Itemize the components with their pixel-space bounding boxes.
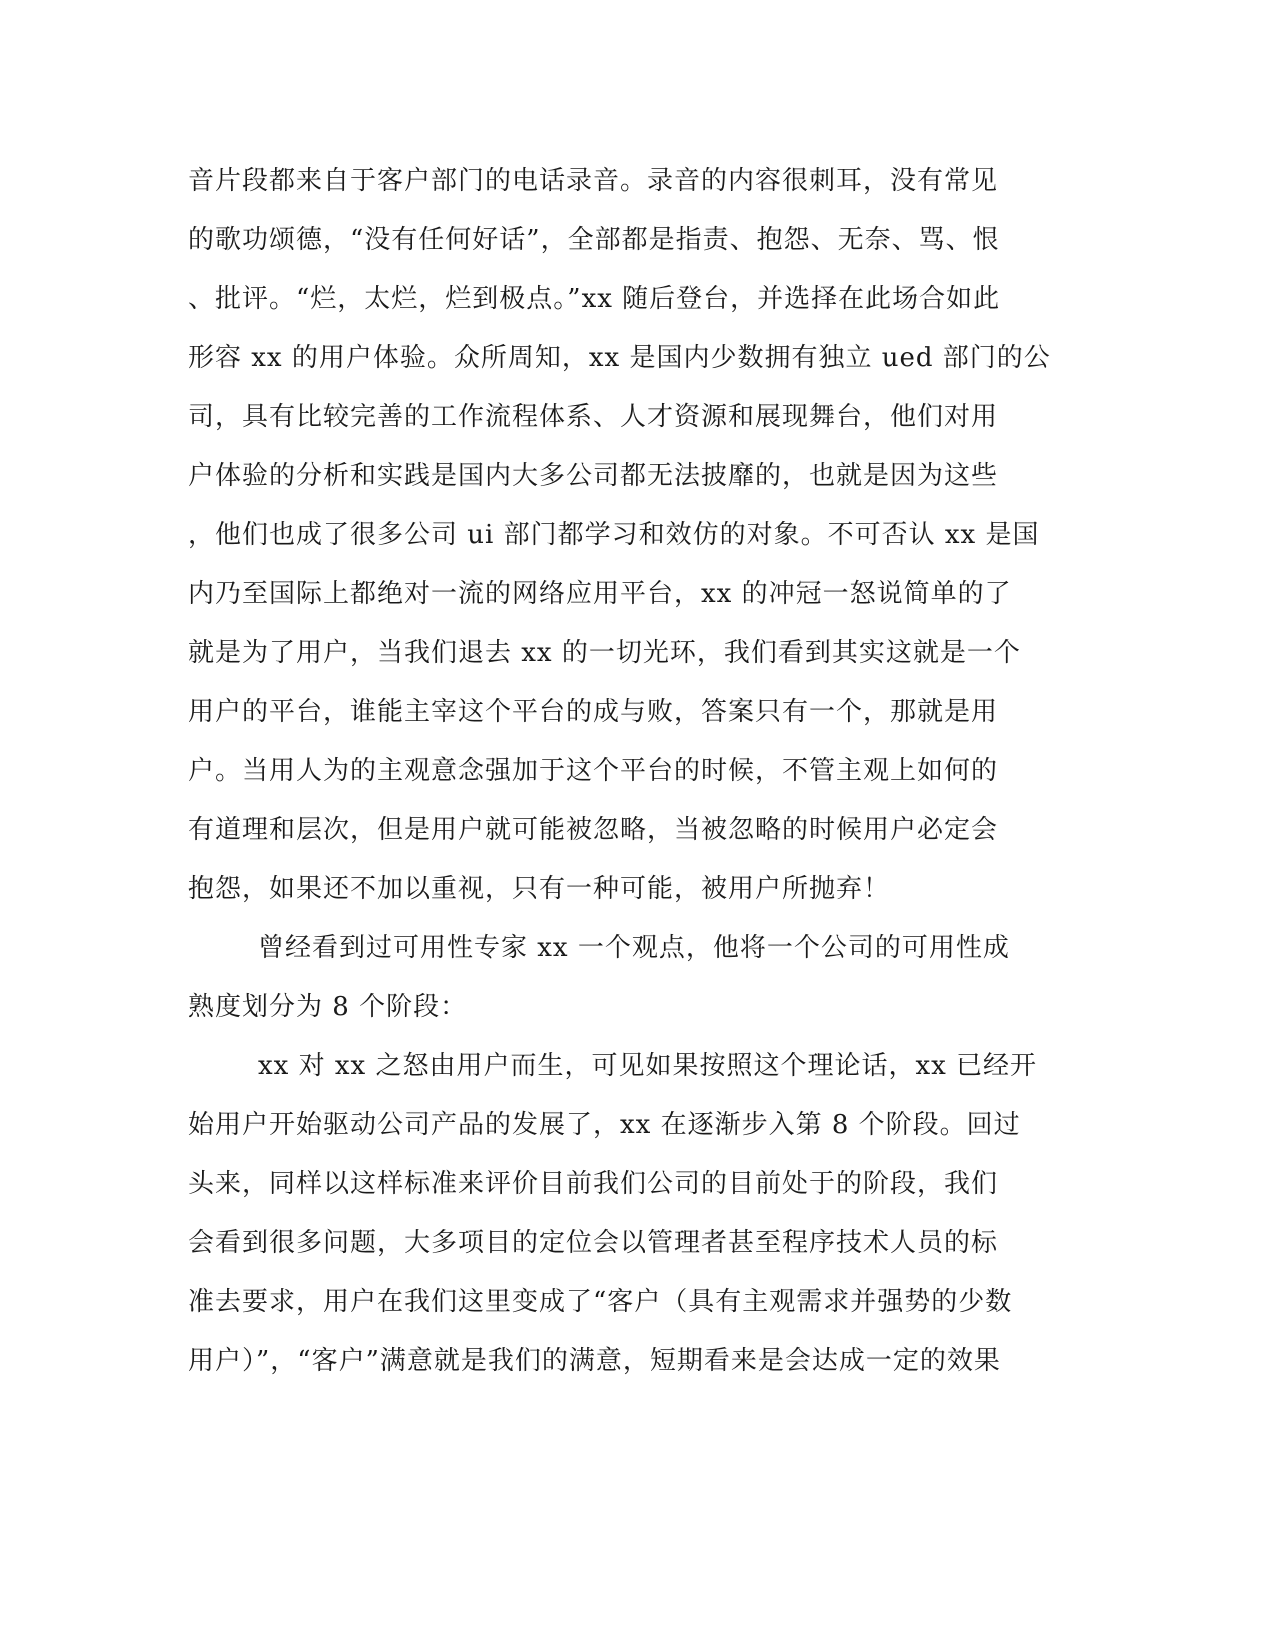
text-line: 内乃至国际上都绝对一流的网络应用平台，xx 的冲冠一怒说简单的了 — [188, 579, 1012, 609]
text-line: 音片段都来自于客户部门的电话录音。录音的内容很刺耳，没有常见 — [188, 166, 999, 196]
text-line: 始用户开始驱动公司产品的发展了，xx 在逐渐步入第 8 个阶段。回过 — [188, 1110, 1021, 1140]
text-line: 就是为了用户，当我们退去 xx 的一切光环，我们看到其实这就是一个 — [188, 638, 1021, 668]
text-line: 户。当用人为的主观意念强加于这个平台的时候，不管主观上如何的 — [188, 756, 999, 786]
text-line: 的歌功颂德，“没有任何好话”，全部都是指责、抱怨、无奈、骂、恨 — [188, 225, 1000, 255]
text-line: 、批评。“烂，太烂，烂到极点。”xx 随后登台，并选择在此场合如此 — [188, 284, 1001, 314]
text-line: ，他们也成了很多公司 ui 部门都学习和效仿的对象。不可否认 xx 是国 — [188, 520, 1040, 550]
text-line: 熟度划分为 8 个阶段： — [188, 992, 468, 1022]
text-line: 户体验的分析和实践是国内大多公司都无法披靡的，也就是因为这些 — [188, 461, 999, 491]
text-line: 会看到很多问题，大多项目的定位会以管理者甚至程序技术人员的标 — [188, 1228, 999, 1258]
text-line: 司，具有比较完善的工作流程体系、人才资源和展现舞台，他们对用 — [188, 402, 999, 432]
text-line: 头来，同样以这样标准来评价目前我们公司的目前处于的阶段，我们 — [188, 1169, 999, 1199]
text-line: xx 对 xx 之怒由用户而生，可见如果按照这个理论话，xx 已经开 — [258, 1051, 1038, 1081]
text-line: 有道理和层次，但是用户就可能被忽略，当被忽略的时候用户必定会 — [188, 815, 999, 845]
text-line: 用户的平台，谁能主宰这个平台的成与败，答案只有一个，那就是用 — [188, 697, 999, 727]
body-text — [188, 163, 1088, 1402]
text-line: 用户）”，“客户”满意就是我们的满意，短期看来是会达成一定的效果 — [188, 1346, 1001, 1376]
text-line: 抱怨，如果还不加以重视，只有一种可能，被用户所抛弃！ — [188, 874, 891, 904]
text-line: 曾经看到过可用性专家 xx 一个观点，他将一个公司的可用性成 — [258, 933, 1010, 963]
text-line: 形容 xx 的用户体验。众所周知，xx 是国内少数拥有独立 ued 部门的公 — [188, 343, 1051, 373]
text-line: 准去要求，用户在我们这里变成了“客户（具有主观需求并强势的少数 — [188, 1287, 1013, 1317]
